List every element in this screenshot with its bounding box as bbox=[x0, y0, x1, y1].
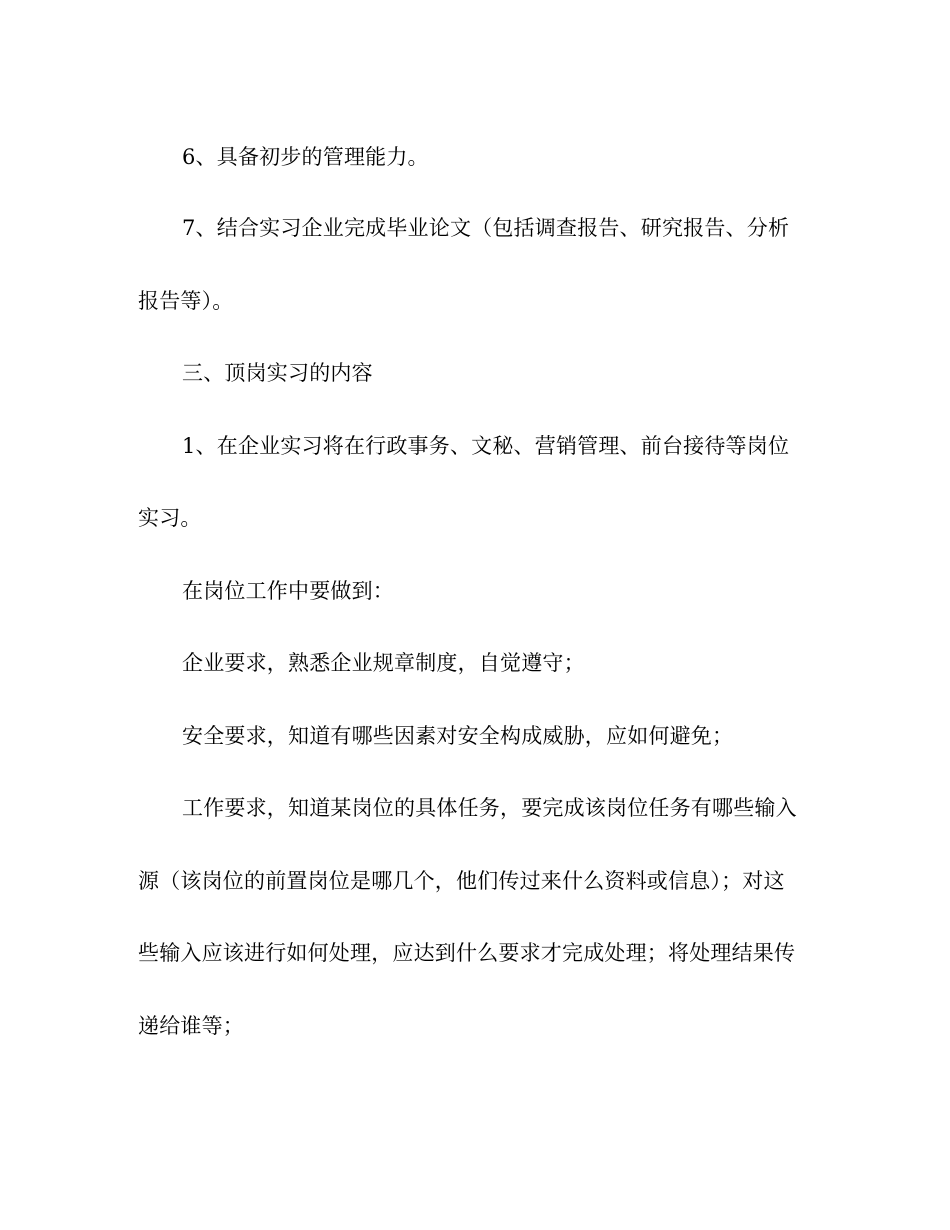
paragraph-line: 些输入应该进行如何处理，应达到什么要求才完成处理；将处理结果传 bbox=[138, 941, 796, 965]
paragraph-line: 源（该岗位的前置岗位是哪几个，他们传过来什么资料或信息）；对这 bbox=[138, 869, 785, 893]
paragraph-line: 实习。 bbox=[138, 506, 202, 530]
paragraph-line: 安全要求，知道有哪些因素对安全构成威胁，应如何避免； bbox=[182, 724, 734, 748]
paragraph-line: 工作要求，知道某岗位的具体任务，要完成该岗位任务有哪些输入 bbox=[182, 796, 797, 820]
paragraph-line: 6、具备初步的管理能力。 bbox=[182, 145, 429, 169]
paragraph-line: 递给谁等； bbox=[138, 1014, 244, 1038]
section-heading: 三、顶岗实习的内容 bbox=[182, 361, 373, 385]
paragraph-line: 报告等）。 bbox=[138, 289, 234, 313]
paragraph-line: 7、结合实习企业完成毕业论文（包括调查报告、研究报告、分析 bbox=[182, 216, 790, 240]
paragraph-line: 1、在企业实习将在行政事务、文秘、营销管理、前台接待等岗位 bbox=[182, 434, 790, 458]
paragraph-line: 在岗位工作中要做到： bbox=[182, 579, 394, 603]
paragraph-line: 企业要求，熟悉企业规章制度，自觉遵守； bbox=[182, 651, 585, 675]
